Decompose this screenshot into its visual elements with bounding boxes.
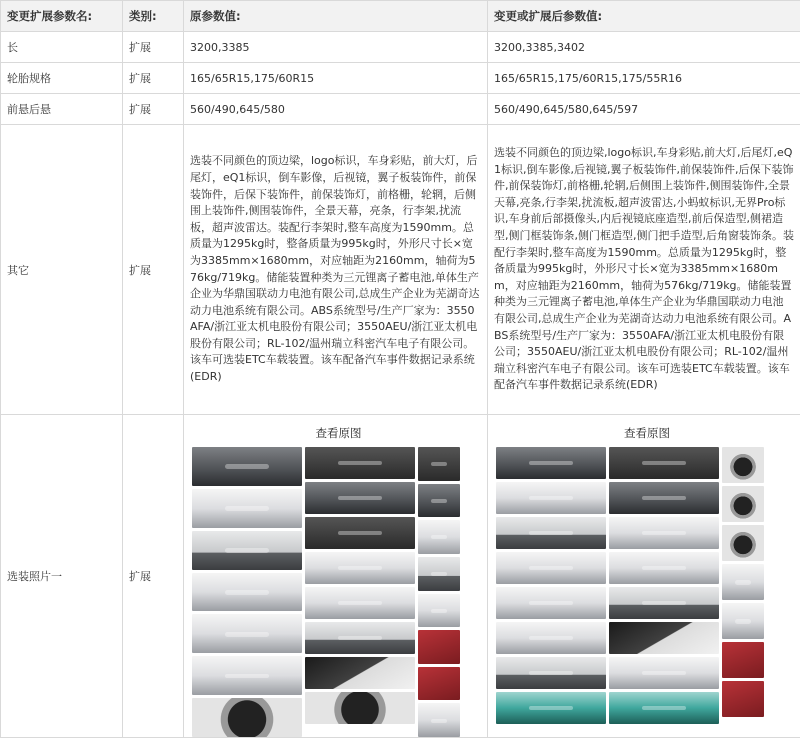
car-photo[interactable] — [418, 594, 460, 628]
car-photo[interactable] — [418, 630, 460, 664]
row-changed: 560/490,645/580,645/597 — [488, 94, 800, 125]
row-changed: 选装不同颜色的顶边梁,logo标识,车身彩贴,前大灯,后尾灯,eQ1标识,倒车影像,后视镜,翼子板装饰件,前保装饰件,后保下装饰件,前保装饰灯,前格栅,轮辋,后侧围上装饰件,侧围装饰件,全景天幕,亮条,行李架,扰流板,超声波雷达,小蚂蚁标识,无界Pro标识,车身前后部摄像头,内后视镜底座造型,前后保造型,侧裙造型,侧门框装饰条,侧门框造型,侧门把手造型,后角窗装饰条。装配行李架时,整车高度为1590mm。总质量为1295kg时，整备质量为995kg时，外形尺寸长×宽为3385mm×1680mm，对应轴距为2160mm，轴荷为576kg/719kg。储能装置种类为三元锂离子蓄电池,单体生产企业为华鼎国联动力电池有限公司,总成生产企业为芜湖奇达动力电池系统有限公司。ABS系统型号/生产厂家为：3550AFA/浙江亚太机电股份有限公司；3550AEU/浙江亚太机电股份有限公司；RL-102/温州瑞立科密汽车电子有限公司。该车可选装ETC车载装置。该车配备汽车事件数据记录系统(EDR) — [488, 125, 800, 415]
car-photo[interactable] — [418, 703, 460, 737]
car-photo[interactable] — [305, 692, 415, 724]
car-photo[interactable] — [192, 447, 302, 486]
car-photo[interactable] — [609, 657, 719, 689]
car-photo[interactable] — [722, 564, 764, 600]
table-header-row — [1, 1, 800, 32]
changed-photo-grid — [496, 447, 798, 737]
car-photo[interactable] — [609, 447, 719, 479]
car-photo[interactable] — [609, 622, 719, 654]
car-photo[interactable] — [609, 552, 719, 584]
car-photo[interactable] — [192, 531, 302, 570]
view-original-link[interactable]: 查看原图 — [315, 426, 362, 440]
car-photo[interactable] — [722, 681, 764, 717]
header-original-value: 原参数值: — [184, 1, 488, 32]
table-row — [1, 94, 800, 125]
row-original: 选装不同颜色的顶边梁，logo标识，车身彩贴，前大灯，后尾灯，eQ1标识，倒车影像，后视镜，翼子板装饰件，前保装饰件，后保下装饰件，前保装饰灯，前格栅，轮辋，后侧围上装饰件,侧围装饰件，全景天幕，亮条，行李架,扰流板，超声波雷达。装配行李架时,整车高度为1590mm。总质量为1295kg时，整备质量为995kg时，外形尺寸长×宽为3385mm×1680mm，对应轴距为2160mm，轴荷为576kg/719kg。储能装置种类为三元锂离子蓄电池,单体生产企业为华鼎国联动力电池有限公司,总成生产企业为芜湖奇达动力电池系统有限公司。ABS系统型号/生产厂家为：3550AFA/浙江亚太机电股份有限公司；3550AEU/浙江亚太机电股份有限公司；RL-102/温州瑞立科密汽车电子有限公司。该车可选装ETC车载装置。该车配备汽车事件数据记录系统(EDR) — [184, 125, 488, 415]
car-photo[interactable] — [609, 517, 719, 549]
car-photo[interactable] — [609, 482, 719, 514]
car-photo[interactable] — [192, 614, 302, 653]
row-original: 165/65R15,175/60R15 — [184, 63, 488, 94]
view-changed-link[interactable]: 查看原图 — [624, 426, 670, 440]
changed-photo-cell — [488, 415, 800, 738]
table-row — [1, 32, 800, 63]
table-row — [1, 415, 800, 738]
row-category: 扩展 — [123, 415, 184, 738]
car-photo[interactable] — [305, 587, 415, 619]
row-changed: 3200,3385,3402 — [488, 32, 800, 63]
row-name: 选装照片一 — [1, 415, 123, 738]
header-param-name: 变更扩展参数名: — [1, 1, 123, 32]
car-photo[interactable] — [305, 447, 415, 479]
car-photo[interactable] — [496, 552, 606, 584]
car-photo[interactable] — [496, 447, 606, 479]
car-photo[interactable] — [722, 642, 764, 678]
row-category: 扩展 — [123, 125, 184, 415]
row-name: 长 — [1, 32, 123, 63]
car-photo[interactable] — [496, 517, 606, 549]
car-photo[interactable] — [722, 447, 764, 483]
original-photo-cell — [184, 415, 488, 738]
car-photo[interactable] — [418, 520, 460, 554]
header-category: 类别: — [123, 1, 184, 32]
row-category: 扩展 — [123, 94, 184, 125]
car-photo[interactable] — [496, 622, 606, 654]
car-photo[interactable] — [418, 484, 460, 518]
car-photo[interactable] — [722, 525, 764, 561]
row-category: 扩展 — [123, 32, 184, 63]
car-photo[interactable] — [305, 552, 415, 584]
car-photo[interactable] — [722, 603, 764, 639]
car-photo[interactable] — [305, 657, 415, 689]
car-photo[interactable] — [609, 587, 719, 619]
car-photo[interactable] — [418, 557, 460, 591]
row-name: 前悬后悬 — [1, 94, 123, 125]
row-changed: 165/65R15,175/60R15,175/55R16 — [488, 63, 800, 94]
car-photo[interactable] — [496, 692, 606, 724]
car-photo[interactable] — [192, 573, 302, 612]
row-original: 560/490,645/580 — [184, 94, 488, 125]
original-photo-grid — [192, 447, 485, 737]
car-photo[interactable] — [192, 656, 302, 695]
car-photo[interactable] — [192, 489, 302, 528]
car-photo[interactable] — [609, 692, 719, 724]
car-photo[interactable] — [496, 482, 606, 514]
row-category: 扩展 — [123, 63, 184, 94]
table-row — [1, 63, 800, 94]
car-photo[interactable] — [722, 486, 764, 522]
row-original: 3200,3385 — [184, 32, 488, 63]
header-changed-value: 变更或扩展后参数值: — [488, 1, 800, 32]
car-photo[interactable] — [305, 482, 415, 514]
table-row — [1, 125, 800, 415]
row-name: 其它 — [1, 125, 123, 415]
row-name: 轮胎规格 — [1, 63, 123, 94]
car-photo[interactable] — [496, 657, 606, 689]
car-photo[interactable] — [496, 587, 606, 619]
car-photo[interactable] — [418, 667, 460, 701]
car-photo[interactable] — [305, 517, 415, 549]
car-photo[interactable] — [192, 698, 302, 737]
car-photo[interactable] — [418, 447, 460, 481]
car-photo[interactable] — [305, 622, 415, 654]
